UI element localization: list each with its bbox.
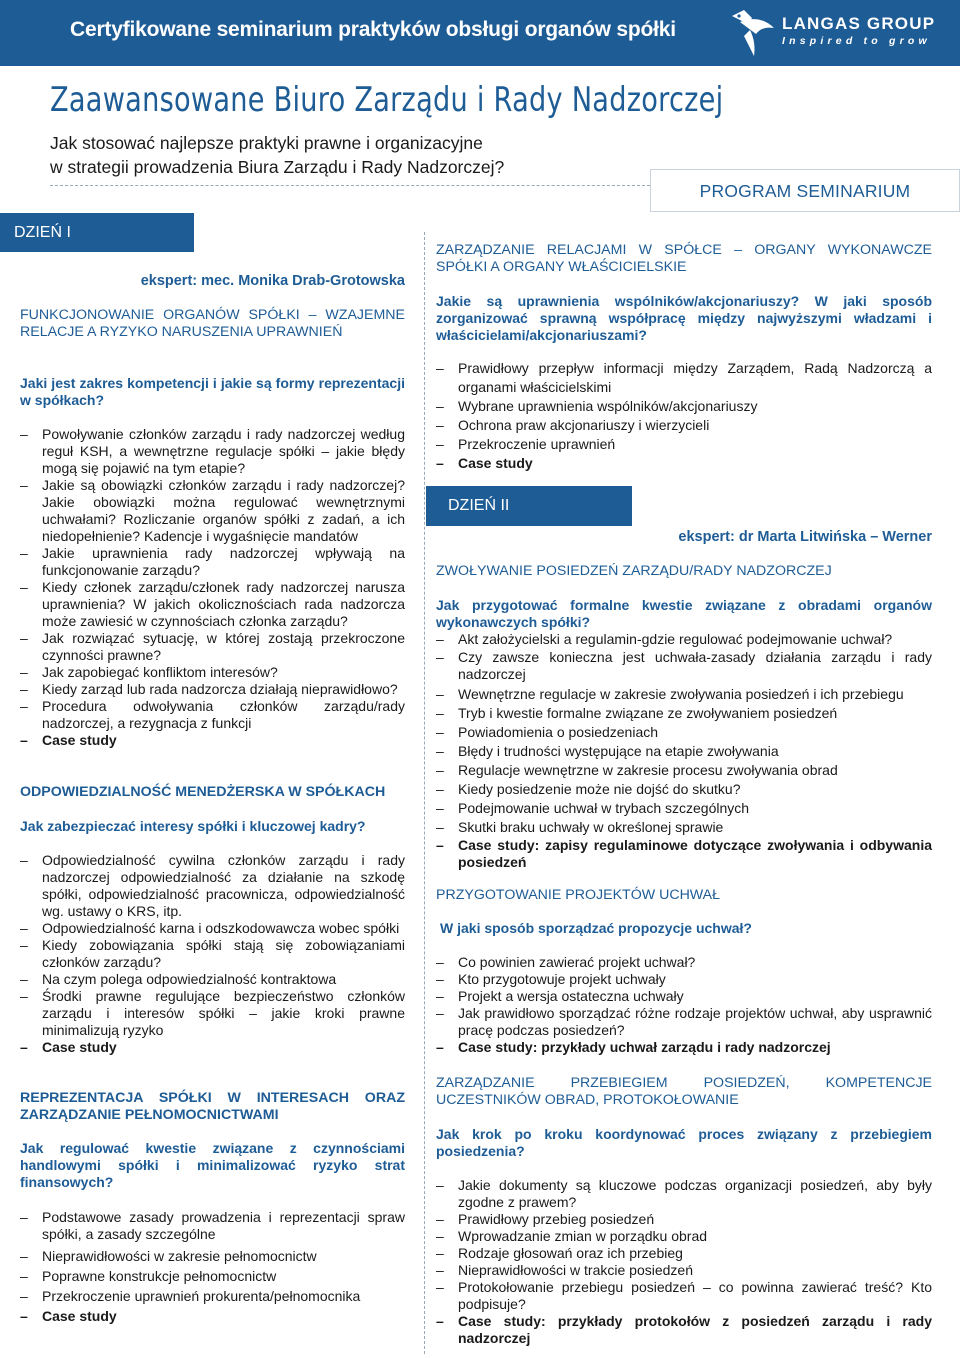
right-section-1 — [436, 242, 932, 276]
list-item: – Prawidłowy przebieg posiedzeń — [436, 1211, 932, 1228]
case-study-item: – Case study — [436, 454, 932, 473]
list-item: – Podejmowanie uchwał w trybach szczególnych — [436, 799, 932, 818]
list-item: – Przekroczenie uprawnień prokurenta/pełnomocnika — [20, 1286, 405, 1306]
list-item: – Odpowiedzialność karna i odszkodowawcza wobec spółki — [20, 920, 405, 937]
list-item: – Tryb i kwestie formalne związane ze zwoływaniem posiedzeń — [436, 704, 932, 723]
day2-section-3 — [436, 1075, 932, 1109]
list-item: – Wewnętrzne regulacje w zakresie zwoływania posiedzeń i ich przebiegu — [436, 685, 932, 704]
divider — [50, 185, 650, 186]
section-question: Jak przygotować formalne kwestie związane z obradami organów wykonawczych spółki? — [436, 597, 932, 630]
case-study-item: – Case study — [20, 732, 405, 749]
section-question: Jaki jest zakres kompetencji i jakie są formy reprezentacji w spółkach? — [20, 375, 405, 408]
list-item: – Jak rozwiązać sytuację, w której zostają przekroczone czynności prawne? — [20, 630, 405, 664]
list-item: – Jak prawidłowo sporządzać różne rodzaje projektów uchwał, aby usprawnić pracę podczas posiedzeń? — [436, 1005, 932, 1039]
list-item: – Ochrona praw akcjonariuszy i wierzycieli — [436, 416, 932, 435]
section-question: Jak zabezpieczać interesy spółki i kluczowej kadry? — [20, 818, 366, 834]
list-item: – Na czym polega odpowiedzialność kontraktowa — [20, 971, 405, 988]
day1-section-3-question-block — [20, 1140, 405, 1191]
list-item: – Przekroczenie uprawnień — [436, 435, 932, 454]
list-item: – Jakie uprawnienia rady nadzorczej wpływają na funkcjonowanie zarządu? — [20, 545, 405, 579]
day1-label: DZIEŃ I — [14, 224, 71, 241]
day2-label: DZIEŃ II — [448, 497, 510, 514]
list-item: – Regulacje wewnętrzne w zakresie procesu zwoływania obrad — [436, 761, 932, 780]
list-item: – Poprawne konstrukcje pełnomocnictw — [20, 1266, 405, 1286]
list-item: – Wprowadzanie zmian w porządku obrad — [436, 1228, 932, 1245]
day2-expert: ekspert: dr Marta Litwińska – Werner — [678, 529, 932, 545]
day2-section-3-list — [436, 1177, 932, 1347]
case-study-item: – Case study — [20, 1306, 405, 1326]
section-question: Jakie są uprawnienia wspólników/akcjonariuszy? W jaki sposób zorganizować sprawną współpracę między najwyższymi władzami i właścicielami/akcjonariuszami? — [436, 293, 932, 343]
company-logo — [730, 8, 950, 58]
list-item: – Odpowiedzialność cywilna członków zarządu i rady nadzorczej odpowiedzialność za działanie na szkodę spółki, odpowiedzialność pracownicza, odpowiedzialność wg. ustawy o KRS, itp. — [20, 852, 405, 920]
logo-tagline: Inspired to grow — [782, 35, 931, 47]
day1-section-1 — [20, 307, 405, 341]
list-item: – Projekt a wersja ostateczna uchwały — [436, 988, 932, 1005]
day1-section-3-list — [20, 1209, 405, 1326]
list-item: – Kiedy członek zarządu/członek rady nadzorczej narusza uprawnienia? W jakich okolicznościach rada nadzorcza może zawiesić w czynnościach członka zarządu? — [20, 579, 405, 630]
section-heading: ODPOWIEDZIALNOŚĆ MENEDŻERSKA W SPÓŁKACH — [20, 784, 386, 800]
subtitle-line: Jak stosować najlepsze praktyki prawne i organizacyjne — [50, 133, 483, 153]
case-study-item: – Case study: przykłady protokołów z posiedzeń zarządu i rady nadzorczej — [436, 1313, 932, 1347]
day2-section-1 — [436, 563, 932, 580]
day1-section-2-question-block — [20, 818, 405, 835]
list-item: – Kiedy zobowiązania spółki stają się zobowiązaniami członków zarządu? — [20, 937, 405, 971]
day2-expert-block — [436, 529, 932, 546]
day1-section-2-list — [20, 852, 405, 1056]
section-question: Jak regulować kwestie związane z czynnościami handlowymi spółki i minimalizować ryzyko strat finansowych? — [20, 1140, 405, 1190]
day1-expert: ekspert: mec. Monika Drab-Grotowska — [140, 273, 405, 289]
day2-section-2 — [436, 887, 932, 904]
list-item: – Jakie dokumenty są kluczowe podczas organizacji posiedzeń, aby były zgodne z prawem? — [436, 1177, 932, 1211]
list-item: – Skutki braku uchwały w określonej sprawie — [436, 818, 932, 837]
day2-label-box — [426, 486, 632, 526]
list-item: – Co powinien zawierać projekt uchwał? — [436, 954, 932, 971]
day1-section-1-list — [20, 426, 405, 749]
list-item: – Prawidłowy przepływ informacji między Zarządem, Radą Nadzorczą a organami właścicielskimi — [436, 359, 932, 397]
list-item: – Rodzaje głosowań oraz ich przebieg — [436, 1245, 932, 1262]
section-heading: REPREZENTACJA SPÓŁKI W INTERESACH ORAZ ZARZĄDZANIE PEŁNOMOCNICTWAMI — [20, 1090, 405, 1123]
right-section-1-list — [436, 359, 932, 473]
section-heading: ZARZĄDZANIE RELACJAMI W SPÓŁCE – ORGANY WYKONAWCZE SPÓŁKI A ORGANY WŁAŚCICIELSKIE — [436, 242, 932, 275]
list-item: – Nieprawidłowości w trakcie posiedzeń — [436, 1262, 932, 1279]
list-item: – Akt założycielski a regulamin-gdzie regulować podejmowanie uchwał? — [436, 630, 932, 649]
day1-section-3 — [20, 1090, 405, 1124]
list-item: – Procedura odwoływania członków zarządu/rady nadzorczej, a rezygnacja z funkcji — [20, 698, 405, 732]
page-subtitle — [50, 131, 504, 179]
day2-section-2-question-block — [436, 920, 932, 937]
list-item: – Błędy i trudności występujące na etapie zwoływania — [436, 742, 932, 761]
day1-section-1-question-block — [20, 375, 405, 409]
section-heading: ZWOŁYWANIE POSIEDZEŃ ZARZĄDU/RADY NADZORCZEJ — [436, 563, 832, 579]
section-heading: PRZYGOTOWANIE PROJEKTÓW UCHWAŁ — [436, 887, 721, 903]
page-title: Zaawansowane Biuro Zarządu i Rady Nadzorczej — [50, 80, 724, 120]
list-item: – Powiadomienia o posiedzeniach — [436, 723, 932, 742]
section-question: Jak krok po kroku koordynować proces związany z przebiegiem posiedzenia? — [436, 1126, 932, 1159]
section-question: W jaki sposób sporządzać propozycje uchwał? — [440, 920, 752, 936]
day2-section-1-list — [436, 630, 932, 871]
list-item: – Protokołowanie przebiegu posiedzeń – co powinna zawierać treść? Kto podpisuje? — [436, 1279, 932, 1313]
list-item: – Kto przygotowuje projekt uchwały — [436, 971, 932, 988]
section-heading: FUNKCJONOWANIE ORGANÓW SPÓŁKI – WZAJEMNE RELACJE A RYZYKO NARUSZENIA UPRAWNIEŃ — [20, 307, 405, 340]
subtitle-line: w strategii prowadzenia Biura Zarządu i Rady Nadzorczej? — [50, 157, 505, 177]
list-item: – Podstawowe zasady prowadzenia i reprezentacji spraw spółki, a zasady szczególne — [20, 1209, 405, 1243]
program-label-box — [650, 169, 960, 212]
day2-section-2-list — [436, 954, 932, 1056]
list-item: – Jak zapobiegać konfliktom interesów? — [20, 664, 405, 681]
list-item: – Jakie są obowiązki członków zarządu i rady nadzorczej? Jakie obowiązki można regulować wewnętrznymi uchwałami? Rozliczanie organów spółki z zadań, a ich niedopełnienie? Kadencje i wygaśnięcie mandatów — [20, 477, 405, 545]
day2-section-1-question-block — [436, 597, 932, 631]
column-divider — [424, 232, 425, 1354]
day2-section-3-question-block — [436, 1126, 932, 1160]
banner-title: Certyfikowane seminarium praktyków obsługi organów spółki — [70, 18, 676, 41]
case-study-item: – Case study: przykłady uchwał zarządu i rady nadzorczej — [436, 1039, 932, 1056]
case-study-item: – Case study: zapisy regulaminowe dotyczące zwoływania i odbywania posiedzeń — [436, 837, 932, 871]
day1-expert-block — [20, 273, 405, 290]
list-item: – Czy zawsze konieczna jest uchwała-zasady działania zarządu i rady nadzorczej — [436, 649, 932, 683]
bird-logo-icon — [730, 8, 778, 58]
list-item: – Wybrane uprawnienia wspólników/akcjonariuszy — [436, 397, 932, 416]
list-item: – Środki prawne regulujące bezpieczeństwo członków zarządu i interesów spółki – jakie kroki prawne minimalizują ryzyko — [20, 988, 405, 1039]
list-item: – Nieprawidłowości w zakresie pełnomocnictw — [20, 1246, 405, 1266]
right-section-1-question-block — [436, 293, 932, 344]
list-item: – Powoływanie członków zarządu i rady nadzorczej według reguł KSH, a wewnętrzne regulacje spółki – jakie błędy mogą się pojawić na tym etapie? — [20, 426, 405, 477]
program-label: PROGRAM SEMINARIUM — [699, 181, 911, 201]
list-item: – Kiedy zarząd lub rada nadzorcza działają nieprawidłowo? — [20, 681, 405, 698]
day1-label-box — [0, 213, 194, 252]
day1-section-2 — [20, 784, 405, 801]
logo-name: LANGAS GROUP — [782, 14, 936, 33]
section-heading: ZARZĄDZANIE PRZEBIEGIEM POSIEDZEŃ, KOMPETENCJE UCZESTNIKÓW OBRAD, PROTOKOŁOWANIE — [436, 1075, 932, 1108]
list-item: – Kiedy posiedzenie może nie dojść do skutku? — [436, 780, 932, 799]
case-study-item: – Case study — [20, 1039, 405, 1056]
header-banner — [0, 0, 960, 66]
